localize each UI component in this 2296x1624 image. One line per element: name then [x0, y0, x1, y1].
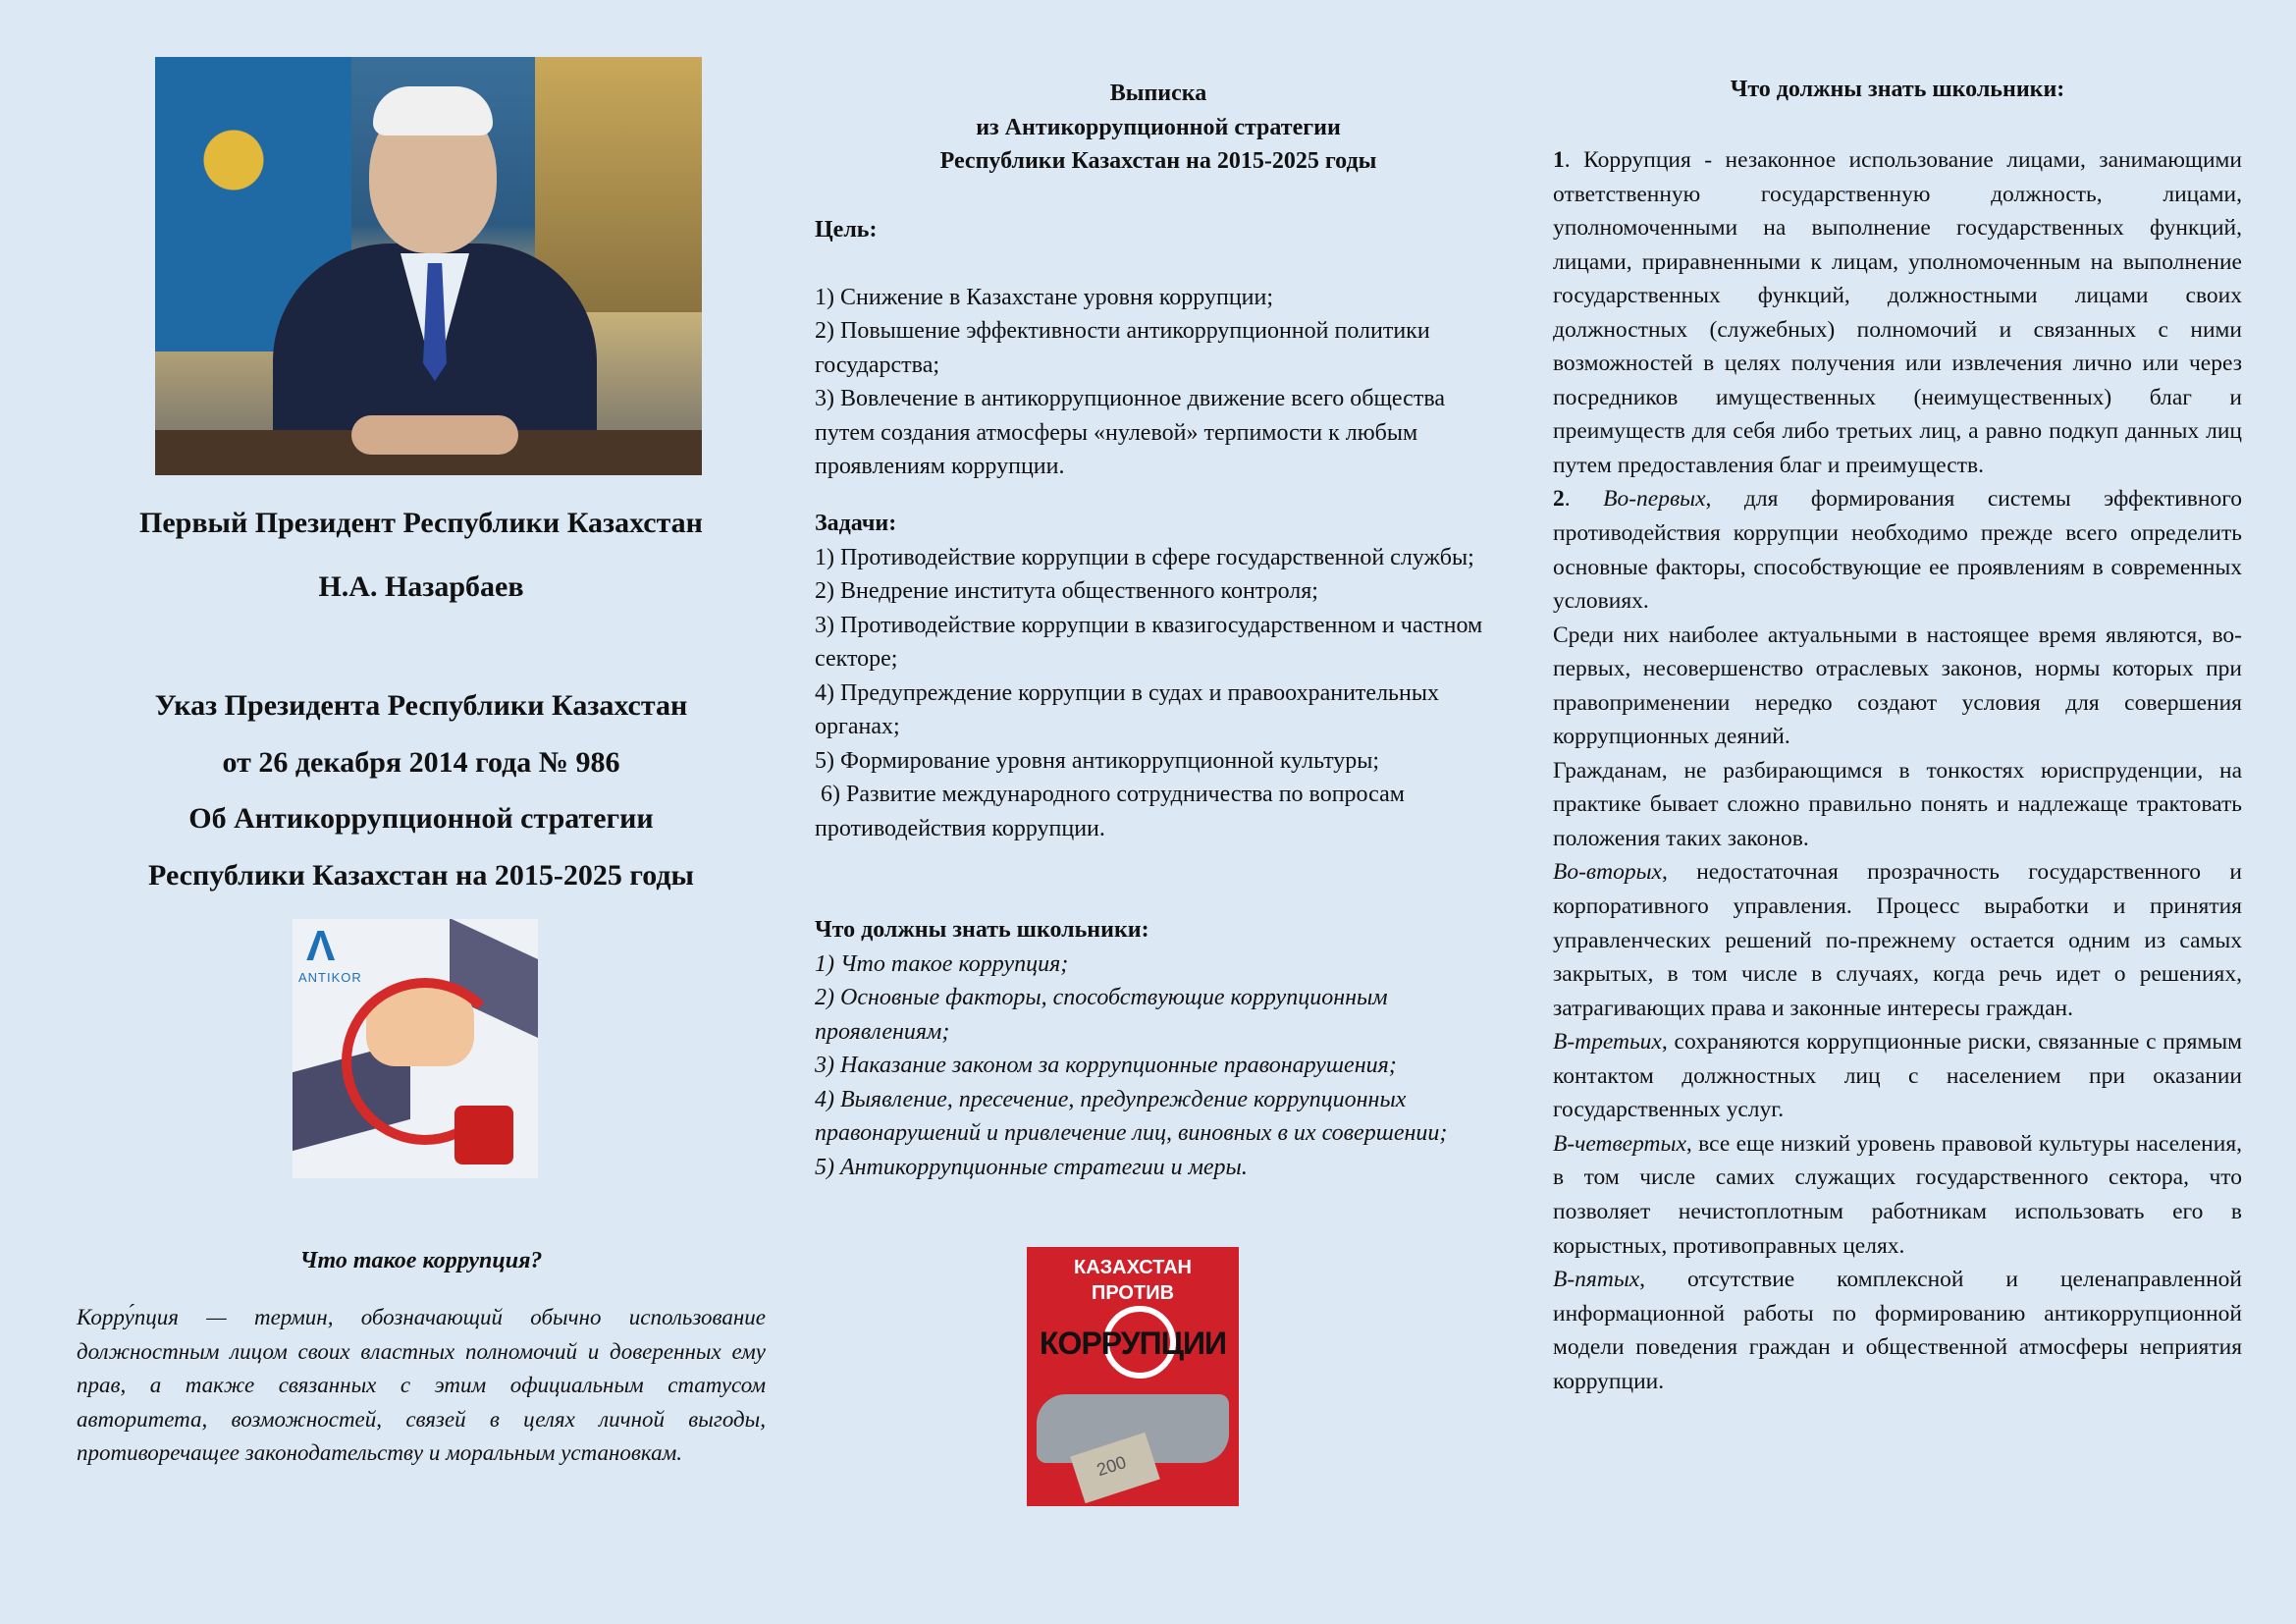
- students-knowledge-body: [1553, 143, 2242, 1398]
- paragraph: Во-вторых, недостаточная прозрачность государственного и корпоративного управления. Процесс выработки и принятия управленческих решений по-прежнему остается одним из самых закрытых, в том числе в случаях, когда речь идет о решениях, затрагивающих права и законные интересы граждан.: [1553, 859, 2242, 1021]
- list-item: 3) Наказание законом за коррупционные правонарушения;: [815, 1053, 1397, 1078]
- goals-section: [815, 213, 1502, 484]
- list-item: 5) Антикоррупционные стратегии и меры.: [815, 1154, 1248, 1180]
- list-item: 3) Противодействие коррупции в квазигосударственном и частном секторе;: [815, 612, 1483, 672]
- question-heading: Что такое коррупция?: [299, 1248, 543, 1273]
- antikor-logo-text: ANTIKOR: [298, 970, 362, 985]
- list-item: 1) Противодействие коррупции в сфере государственной службы;: [815, 544, 1474, 570]
- list-item: 5) Формирование уровня антикоррупционной культуры;: [815, 747, 1380, 774]
- antikor-logo-icon: Λ: [306, 922, 336, 970]
- paragraph: Среди них наиболее актуальными в настоящее время являются, во-первых, несовершенство отраслевых законов, нормы которых при правоприменении нередко создают условия для совершения коррупционных деяний.: [1553, 622, 2242, 750]
- banknote-icon: 200: [1070, 1433, 1160, 1503]
- goals-heading: Цель:: [815, 217, 878, 243]
- list-item: 6) Развитие международного сотрудничества по вопросам противодействия коррупции.: [815, 782, 1411, 841]
- list-item: 1) Снижение в Казахстане уровня коррупции;: [815, 284, 1274, 310]
- corruption-definition: Корру́пция — термин, обозначающий обычно использование должностным лицом своих властных полномочий и доверенных ему прав, а также связанных с этим официальным статусом авторитета, возможностей, связей в целях личной выгоды, противоречащее законодательству и моральным установкам.: [77, 1305, 766, 1466]
- decree-line-3: Об Антикоррупционной стратегии: [188, 802, 654, 835]
- decree-line-4: Республики Казахстан на 2015-2025 годы: [148, 859, 694, 892]
- paragraph: Гражданам, не разбирающимся в тонкостях юриспруденции, на практике бывает сложно правильно понять и надлежаще трактовать положения таких законов.: [1553, 757, 2242, 851]
- paragraph: В-четвертых, все еще низкий уровень правовой культуры населения, в том числе самих служащих государственного сектора, что позволяет нечистоплотным работникам использовать его в корыстных, противоправных целях.: [1553, 1130, 2242, 1259]
- padlock-icon: [454, 1106, 513, 1164]
- list-item: 2) Повышение эффективности антикоррупционной политики государства;: [815, 318, 1430, 378]
- tasks-section: [815, 507, 1502, 845]
- list-item: 1) Что такое коррупция;: [815, 950, 1069, 977]
- list-item: 3) Вовлечение в антикоррупционное движение всего общества путем создания атмосферы «нулевой» терпимости к любым проявлениям коррупции.: [815, 386, 1445, 479]
- students-knowledge-heading: Что должны знать школьники:: [1730, 77, 2065, 102]
- list-item: 2) Основные факторы, способствующие коррупционным проявлениям;: [815, 985, 1388, 1045]
- president-title: Первый Президент Республики Казахстан: [139, 507, 703, 539]
- paragraph: В-пятых, отсутствие комплексной и целенаправленной информационной работы по формированию антикоррупционной модели поведения граждан и общественной атмосферы неприятия коррупции.: [1553, 1267, 2242, 1394]
- list-item: 4) Предупреждение коррупции в судах и правоохранительных органах;: [815, 679, 1439, 739]
- extract-title: Выписка из Антикоррупционной стратегии Республики Казахстан на 2015-2025 годы: [939, 81, 1377, 174]
- decree-line-2: от 26 декабря 2014 года № 986: [222, 746, 620, 779]
- paragraph: 1. Коррупция - незаконное использование лицами, занимающими ответственную государственную должность, лицами, уполномоченными на выполнение государственных функций, лицами, приравненными к лицам, уполномоченным на выполнение государственных функций, должностными лицами своих должностных (служебных) полномочий и связанных с ними возможностей в целях получения или извлечения лично или через посредников имущественных (неимущественных) благ и преимуществ для себя либо третьих лиц, а равно подкуп данных лиц путем предоставления благ и преимуществ.: [1553, 147, 2242, 478]
- paragraph: В-третьих, сохраняются коррупционные риски, связанные с прямым контактом должностных лиц с населением при оказании государственных услуг.: [1553, 1029, 2242, 1123]
- president-name: Н.А. Назарбаев: [318, 570, 524, 603]
- list-item: 2) Внедрение института общественного контроля;: [815, 578, 1318, 604]
- students-heading: Что должны знать школьники:: [815, 917, 1149, 943]
- paragraph: 2. Во-первых, для формирования системы эффективного противодействия коррупции необходимо прежде всего определить основные факторы, способствующие ее проявлениям в современных условиях.: [1553, 486, 2242, 615]
- students-section: [815, 913, 1502, 1184]
- list-item: 4) Выявление, пресечение, предупреждение коррупционных правонарушений и привлечение лиц, виновных в их совершении;: [815, 1086, 1448, 1146]
- kazakhstan-against-corruption-poster: КАЗАХСТАН ПРОТИВ КОРРУПЦИИ 200: [1027, 1247, 1239, 1506]
- decree-line-1: Указ Президента Республики Казахстан: [154, 689, 688, 722]
- tasks-heading: Задачи:: [815, 511, 897, 536]
- president-portrait: [155, 57, 702, 475]
- antikor-illustration: [293, 919, 538, 1178]
